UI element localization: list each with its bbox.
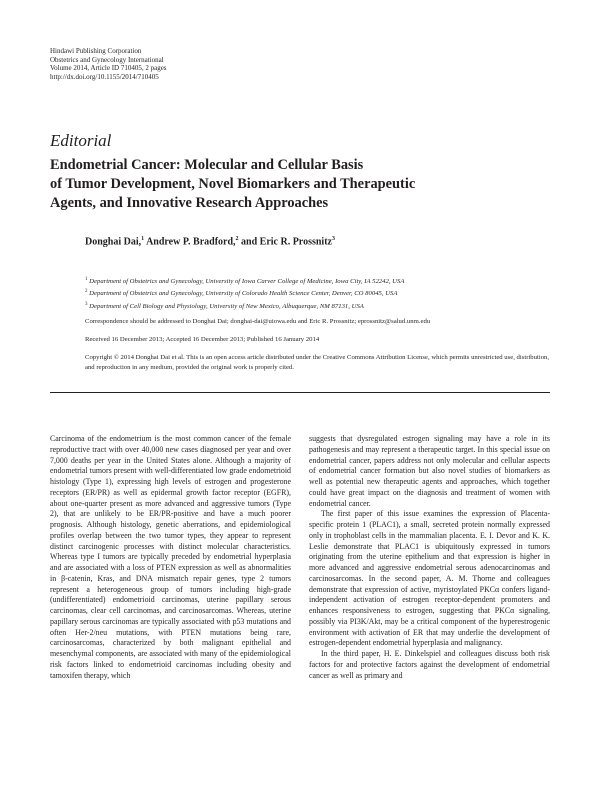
copyright-notice: Copyright © 2014 Donghai Dai et al. This is an open access article distributed under the Creative Commons Attribution License, which permits unrestricted use, distribution, and reproduction in any medium, provided the original work is properly cited.	[85, 354, 550, 372]
author-affiliation-mark: 3	[331, 236, 335, 242]
title-line: Endometrial Cancer: Molecular and Cellular Basis	[50, 157, 364, 173]
article-title	[50, 156, 530, 213]
journal-name: Obstetrics and Gynecology International	[50, 55, 164, 64]
body-column-right	[309, 434, 550, 681]
affiliation-number: 1	[85, 277, 88, 282]
affiliation-number: 3	[85, 301, 88, 307]
correspondence-note: Correspondence should be addressed to Donghai Dai; donghai-dai@uiowa.edu and Eric R. Prossnitz; eprossnitz@salud.unm.edu	[85, 318, 431, 325]
author-affiliation-mark: 1	[141, 236, 145, 242]
body-paragraph: suggests that dysregulated estrogen signaling may have a role in its pathogenesis and may represent a therapeutic target. In this special issue on endometrial cancer, papers address not only molecular and cellular aspects of endometrial cancer formation but also novel studies of biomarkers as well as potential new therapeutic agents and approaches, which together could have great impact on the diagnosis and treatment of women with endometrial cancer.	[309, 434, 550, 508]
title-line: of Tumor Development, Novel Biomarkers and Therapeutic	[50, 176, 416, 192]
title-line: Agents, and Innovative Research Approaches	[50, 195, 329, 211]
affiliation-number: 2	[85, 289, 88, 295]
affiliation-text: Department of Obstetrics and Gynecology, University of Iowa Carver College of Medicine, Iowa City, IA 52242, USA	[87, 278, 405, 286]
affiliation	[85, 300, 545, 312]
affiliation-list	[85, 275, 545, 312]
doi-link[interactable]: http://dx.doi.org/10.1155/2014/710405	[50, 72, 159, 81]
author-list	[85, 236, 335, 247]
author-affiliation-mark: 2	[235, 236, 239, 242]
publication-dates: Received 16 December 2013; Accepted 16 December 2013; Published 16 January 2014	[85, 336, 320, 343]
affiliation	[85, 275, 545, 287]
body-paragraph: Carcinoma of the endometrium is the most common cancer of the female reproductive tract with over 40,000 new cases diagnosed per year and over 7,000 deaths per year in the United States alone. Although a majority of endometrial tumors present with well-differentiated low grade endometrioid histology (Type 1), expressing high levels of estrogen and progesterone receptors (ER/PR) as well as epidermal growth factor receptor (EGFR), about one-quarter present as more advanced and aggressive tumors (Type 2), that are unlikely to be ER/PR-positive and have a much poorer prognosis. Although histology, genetic aberrations, and epidemiological profiles overlap between the two tumor types, they appear to represent distinct carcinogenic processes with distinct molecular characteristics. Whereas type I tumors are typically preceded by endometrial hyperplasia and are associated with a loss of PTEN expression as well as abnormalities in β-catenin, Kras, and DNA mismatch repair genes, type 2 tumors represent a heterogeneous group of tumors including high-grade (undifferentiated) endometrioid carcinomas, uterine papillary serous carcinomas, clear cell carcinomas, and carcinosarcomas. Whereas, uterine papillary serous carcinomas are typically associated with p53 mutations and often Her-2/neu mutations, with PTEN mutations being rare, carcinosarcomas, characterized by both malignant epithelial and mesenchymal components, are associated with many of the epidemiological risk factors linked to endometrioid carcinomas including obesity and tamoxifen therapy, which	[50, 434, 291, 680]
body-paragraph: The first paper of this issue examines the expression of Placenta-specific protein 1 (PLAC1), a small, secreted protein normally expressed only in trophoblast cells in the mammalian placenta. E. I. Devor and K. K. Leslie demonstrate that PLAC1 is ubiquitously expressed in tumors originating from the uterine epithelium and that expression is higher in more advanced and aggressive endometrial serous adenocarcinomas and carcinosarcomas. In the second paper, A. M. Thorne and colleagues demonstrate that expression of active, myristoylated PKCα confers ligand-independent activation of estrogen receptor-dependent promoters and enhances responsiveness to estrogen, suggesting that PKCα signaling, possibly via PI3K/Akt, may be a critical component of the hyperestrogenic environment with activation of ER that may underlie the development of estrogen-dependent endometrial hyperplasia and malignancy.	[309, 509, 550, 648]
author-name: Andrew P. Bradford,	[144, 236, 236, 248]
affiliation-text: Department of Cell Biology and Physiology, University of New Mexico, Albuquerque, NM 87131, USA	[87, 303, 364, 311]
section-label: Editorial	[50, 131, 112, 150]
journal-masthead	[50, 47, 167, 81]
body-paragraph: In the third paper, H. E. Dinkelspiel and colleagues discuss both risk factors for and protective factors against the development of endometrial cancer as well as primary and	[309, 649, 550, 680]
body-column-left	[50, 434, 291, 681]
header-divider	[50, 392, 550, 393]
affiliation-text: Department of Obstetrics and Gynecology, University of Colorado Health Science Center, Denver, CO 80045, USA	[87, 290, 398, 298]
affiliation	[85, 287, 545, 299]
author-name: and Eric R. Prossnitz	[238, 236, 332, 248]
author-name: Donghai Dai,	[85, 236, 142, 248]
publisher: Hindawi Publishing Corporation	[50, 47, 142, 55]
volume-info: Volume 2014, Article ID 710405, 2 pages	[50, 64, 167, 73]
